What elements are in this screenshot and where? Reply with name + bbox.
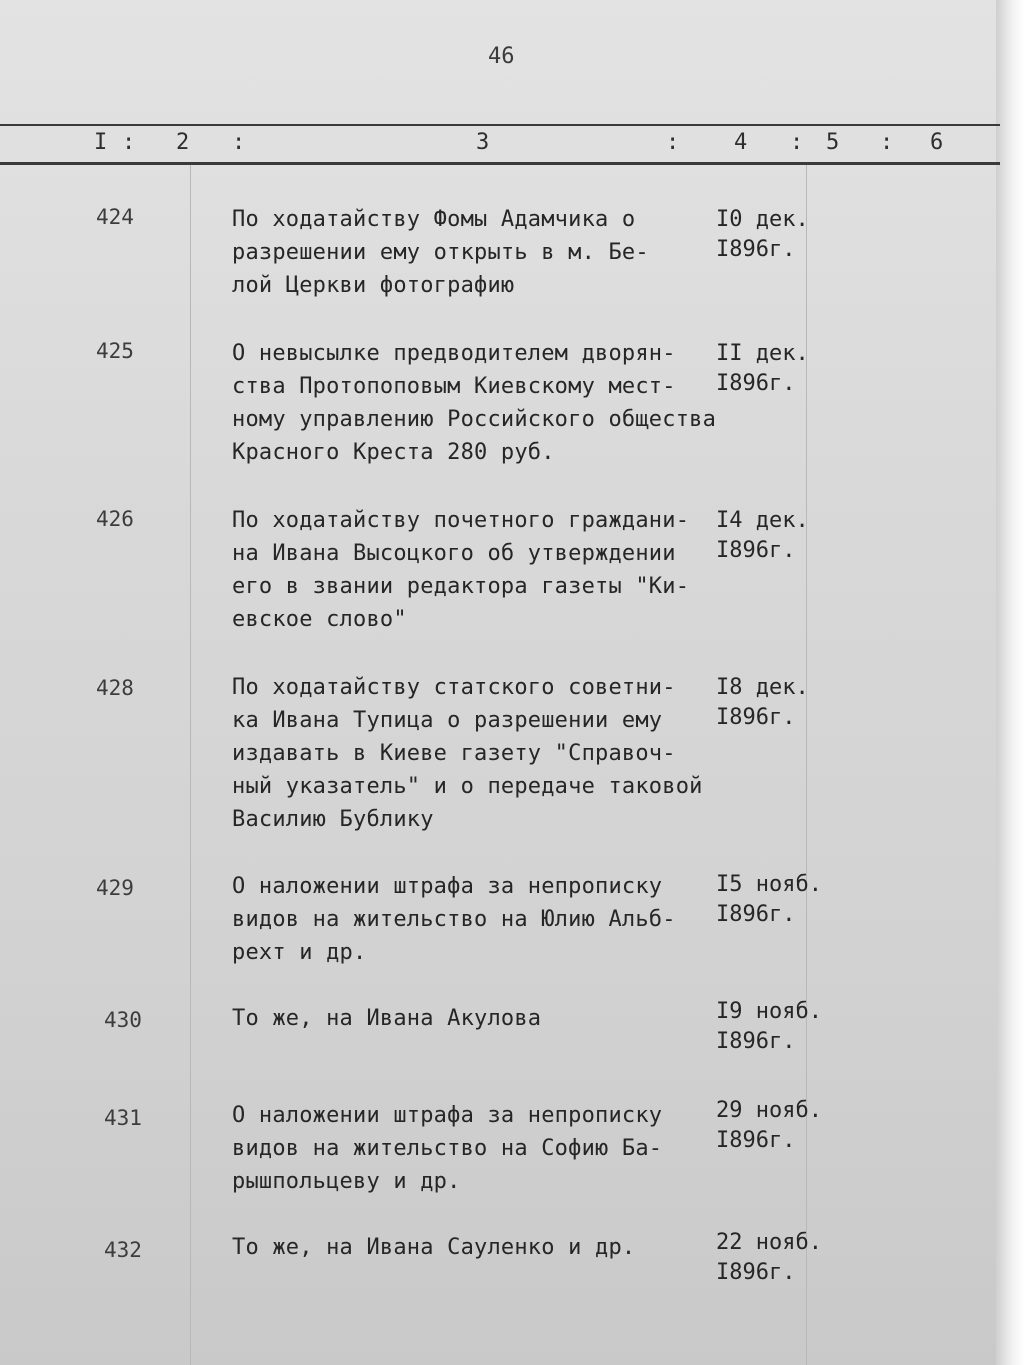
entry-line: Василию Бублику bbox=[232, 807, 434, 832]
entry-line: на Ивана Высоцкого об утверждении bbox=[232, 541, 676, 566]
entry-line: его в звании редактора газеты "Ки- bbox=[232, 574, 690, 599]
header-col-2: 2 bbox=[176, 130, 190, 155]
date-line: I4 дек. bbox=[716, 508, 809, 533]
entry-line: По ходатайству статского советни- bbox=[232, 675, 676, 700]
date-line: 22 нояб. bbox=[716, 1230, 822, 1255]
header-top-rule bbox=[0, 124, 1000, 126]
header-col-3: 3 bbox=[476, 130, 490, 155]
entry-line: евское слово" bbox=[232, 607, 407, 632]
header-col-4: 4 bbox=[734, 130, 748, 155]
entry-line: ства Протопоповым Киевскому мест- bbox=[232, 374, 676, 399]
entry-line: О наложении штрафа за непрописку bbox=[232, 1103, 663, 1128]
header-sep-3: : bbox=[666, 130, 680, 155]
entry-date-432 bbox=[716, 1228, 822, 1288]
entry-number-424: 424 bbox=[96, 205, 134, 229]
entry-description-430 bbox=[232, 1002, 702, 1035]
entry-number-430: 430 bbox=[104, 1008, 142, 1032]
entry-line: О наложении штрафа за непрописку bbox=[232, 874, 663, 899]
entry-date-431 bbox=[716, 1096, 822, 1156]
entry-description-432 bbox=[232, 1231, 702, 1264]
date-line: I896г. bbox=[716, 237, 796, 262]
date-line: I896г. bbox=[716, 1029, 796, 1054]
entry-number-432: 432 bbox=[104, 1238, 142, 1262]
entry-line: издавать в Киеве газету "Справоч- bbox=[232, 741, 676, 766]
date-line: I9 нояб. bbox=[716, 999, 822, 1024]
date-line: I896г. bbox=[716, 1260, 796, 1285]
header-bottom-rule bbox=[0, 162, 1000, 165]
entry-line: По ходатайству Фомы Адамчика о bbox=[232, 207, 636, 232]
page-number: 46 bbox=[488, 44, 515, 69]
date-line: I0 дек. bbox=[716, 207, 809, 232]
entry-line: Красного Креста 280 руб. bbox=[232, 440, 555, 465]
entry-date-426 bbox=[716, 506, 809, 566]
header-sep-4: : bbox=[790, 130, 804, 155]
date-line: I896г. bbox=[716, 705, 796, 730]
entry-line: О невысылке предводителем дворян- bbox=[232, 341, 676, 366]
entry-line: То же, на Ивана Сауленко и др. bbox=[232, 1235, 636, 1260]
header-col-1: I bbox=[94, 130, 108, 155]
entry-number-426: 426 bbox=[96, 507, 134, 531]
entry-line: ному управлению Российского общества bbox=[232, 407, 717, 432]
entry-line: видов на жительство на Юлию Альб- bbox=[232, 907, 676, 932]
entry-date-430 bbox=[716, 997, 822, 1057]
entry-line: рехт и др. bbox=[232, 940, 367, 965]
entry-description-428 bbox=[232, 671, 702, 836]
entry-date-424 bbox=[716, 205, 809, 265]
entry-number-428: 428 bbox=[96, 676, 134, 700]
date-line: I896г. bbox=[716, 1128, 796, 1153]
entry-line: видов на жительство на Софию Ба- bbox=[232, 1136, 663, 1161]
date-line: I5 нояб. bbox=[716, 872, 822, 897]
entry-description-431 bbox=[232, 1099, 702, 1198]
entry-line: По ходатайству почетного граждани- bbox=[232, 508, 690, 533]
entry-line: рышпольцеву и др. bbox=[232, 1169, 461, 1194]
entry-line: разрешении ему открыть в м. Бе- bbox=[232, 240, 649, 265]
header-sep-1: : bbox=[122, 130, 136, 155]
header-col-5: 5 bbox=[826, 130, 840, 155]
entry-description-429 bbox=[232, 870, 702, 969]
entry-description-425 bbox=[232, 337, 717, 469]
entry-date-428 bbox=[716, 673, 809, 733]
header-sep-2: : bbox=[232, 130, 246, 155]
paper-edge bbox=[996, 0, 1024, 1365]
entry-description-424 bbox=[232, 203, 702, 302]
entry-line: ка Ивана Тупица о разрешении ему bbox=[232, 708, 663, 733]
entry-line: лой Церкви фотографию bbox=[232, 273, 515, 298]
header-sep-5: : bbox=[880, 130, 894, 155]
entry-line: То же, на Ивана Акулова bbox=[232, 1006, 542, 1031]
entry-number-431: 431 bbox=[104, 1106, 142, 1130]
date-line: I896г. bbox=[716, 371, 796, 396]
entry-date-429 bbox=[716, 870, 822, 930]
entry-number-429: 429 bbox=[96, 876, 134, 900]
column-divider-left bbox=[190, 165, 191, 1365]
date-line: II дек. bbox=[716, 341, 809, 366]
entry-description-426 bbox=[232, 504, 702, 636]
entry-number-425: 425 bbox=[96, 339, 134, 363]
date-line: I8 дек. bbox=[716, 675, 809, 700]
date-line: 29 нояб. bbox=[716, 1098, 822, 1123]
header-col-6: 6 bbox=[930, 130, 944, 155]
date-line: I896г. bbox=[716, 902, 796, 927]
entry-date-425 bbox=[716, 339, 809, 399]
entry-line: ный указатель" и о передаче таковой bbox=[232, 774, 703, 799]
date-line: I896г. bbox=[716, 538, 796, 563]
